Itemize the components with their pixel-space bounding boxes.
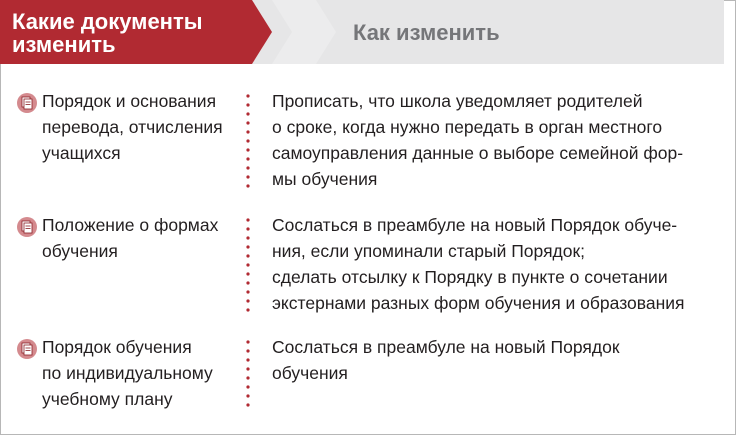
change-description (272, 212, 722, 316)
document-name (42, 334, 252, 412)
document-name-line: перевода, отчисления (42, 117, 223, 137)
document-name-line: учащихся (42, 143, 121, 163)
change-line: обучения (272, 363, 348, 383)
row-divider-dots (246, 94, 250, 194)
change-line: сделать отсылку к Порядку в пункте о сочетании (272, 267, 668, 287)
change-description (272, 334, 722, 386)
header-left-line1: Какие документы (12, 9, 203, 34)
document-stack-icon (16, 216, 38, 238)
change-line: экстернами разных форм обучения и образования (272, 293, 685, 313)
document-name-line: по индивидуальному (42, 363, 213, 383)
header-left-line2: изменить (12, 32, 116, 57)
change-line: ния, если упоминали старый Порядок; (272, 241, 586, 261)
document-name-line: обучения (42, 241, 118, 261)
document-stack-icon (16, 92, 38, 114)
header-right-title: Как изменить (353, 20, 500, 45)
row-divider-dots (246, 218, 250, 318)
document-name-line: Порядок обучения (42, 337, 192, 357)
change-line: самоуправления данные о выборе семейной фор- (272, 143, 684, 163)
document-name-line: Положение о формах (42, 215, 219, 235)
document-name-line: Порядок и основания (42, 91, 217, 111)
change-description (272, 88, 722, 192)
document-name (42, 88, 252, 166)
row-divider-dots (246, 340, 250, 412)
change-line: Сослаться в преамбуле на новый Порядок обуче- (272, 215, 678, 235)
document-stack-icon (16, 338, 38, 360)
change-line: Прописать, что школа уведомляет родителей (272, 91, 643, 111)
change-line: Сослаться в преамбуле на новый Порядок (272, 337, 620, 357)
table-header (0, 0, 738, 64)
document-name-line: учебному плану (42, 389, 173, 409)
document-name (42, 212, 252, 264)
change-line: о сроке, когда нужно передать в орган местного (272, 117, 663, 137)
header-left-title (12, 10, 252, 56)
change-line: мы обучения (272, 169, 378, 189)
